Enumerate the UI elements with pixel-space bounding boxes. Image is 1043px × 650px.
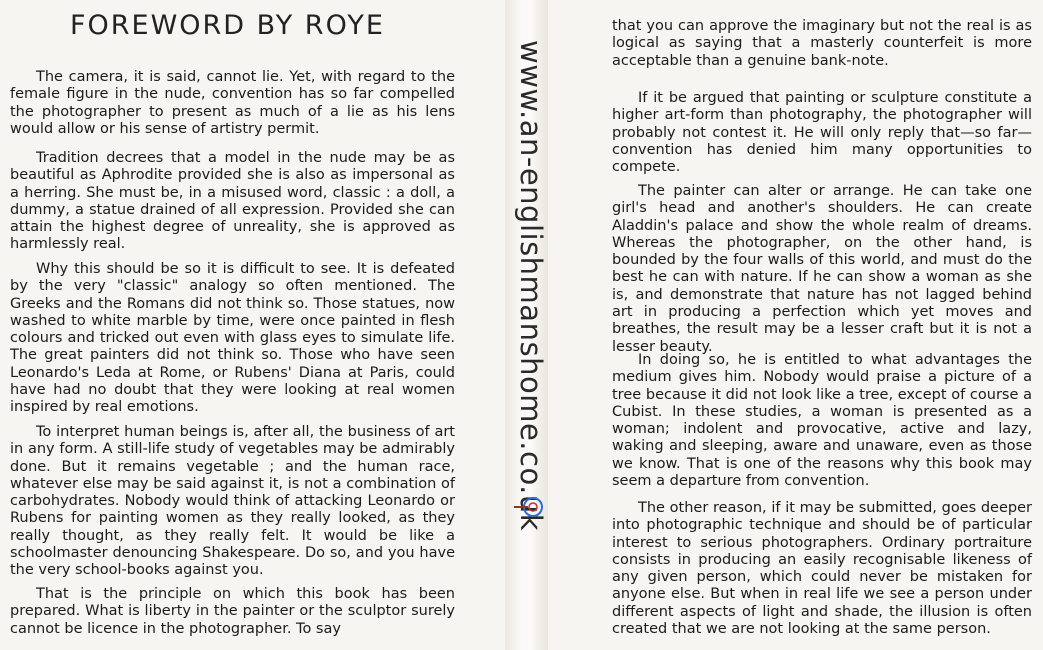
website-watermark: www.an-englishmanshome.co.uk: [514, 40, 548, 532]
right-page: [548, 0, 1043, 650]
paragraph: That is the principle on which this book has been prepared. What is liberty in the painter or the sculptor surely cannot be licence in the photographer. To say: [10, 586, 455, 637]
paragraph: The camera, it is said, cannot lie. Yet, with regard to the female figure in the nude, convention has so far compelled the photographer to present as much of a lie as his lens would allow or his sense of artistry permit.: [10, 69, 455, 137]
paragraph: In doing so, he is entitled to what advantages the medium gives him. Nobody would praise a picture of a tree because it did not look like a tree, except of course a Cubist. In these studies, a woman is presented as a woman; indolent and provocative, active and lazy, waking and sleeping, aware and unaware, even as those we know. That is one of the reasons why this book may seem a departure from convention.: [612, 352, 1032, 490]
page-title: FOREWORD BY ROYE: [70, 10, 385, 41]
paragraph: The painter can alter or arrange. He can take one girl's head and another's shoulders. He can create Aladdin's palace and show the whole realm of dreams. Whereas the photographer, on the other hand, is bounded by the four walls of this world, and must do the best he can with nature. If he can show a woman as she is, and demonstrate that nature has not lagged behind art in producing a perfection which yet moves and breathes, the result may be a lesser craft but it is not a lesser beauty.: [612, 183, 1032, 355]
paragraph: The other reason, if it may be submitted, goes deeper into photographic technique and should be of particular interest to serious photographers. Ordinary portraiture consists in producing an easily recognisable likeness of any given person, which could never be mistaken for anyone else. But when in real life we see a person under different aspects of light and shade, the illusion is often created that we are not looking at the same person.: [612, 500, 1032, 638]
paragraph: Tradition decrees that a model in the nude may be as beautiful as Aphrodite provided she is also as impersonal as a herring. She must be, in a misused word, classic : a doll, a dummy, a statue drained of all expression. Provided she can attain the highest degree of unreality, she is approved as harmlessly real.: [10, 150, 455, 253]
left-page: [0, 0, 505, 650]
paragraph: that you can approve the imaginary but not the real is as logical as saying that a masterly counterfeit is more acceptable than a genuine bank-note.: [612, 18, 1032, 69]
paragraph: Why this should be so it is difficult to see. It is defeated by the very "classic" analogy so often mentioned. The Greeks and the Romans did not think so. Those statues, now washed to white marble by time, were once painted in flesh colours and tricked out even with glass eyes to simulate life. The great painters did not think so. Those who have seen Leonardo's Leda at Rome, or Rubens' Diana at Paris, could have had no doubt that they were looking at real women inspired by real emotions.: [10, 261, 455, 416]
paragraph: To interpret human beings is, after all, the business of art in any form. A still-life study of vegetables may be admirably done. But it remains vegetable ; and the human race, whatever else may be said against it, is not a combination of carbohydrates. Nobody would think of attacking Leonardo or Rubens for painting women as they really looked, as they really thought, as they really felt. It would be like a schoolmaster denouncing Shakespeare. Do so, and you have the very school-books against you.: [10, 424, 455, 579]
paragraph: If it be argued that painting or sculpture constitute a higher art-form than photography, the photographer will probably not contest it. He will only reply that—so far—convention has denied him many opportunities to compete.: [612, 90, 1032, 176]
site-logo-icon: [512, 493, 546, 521]
